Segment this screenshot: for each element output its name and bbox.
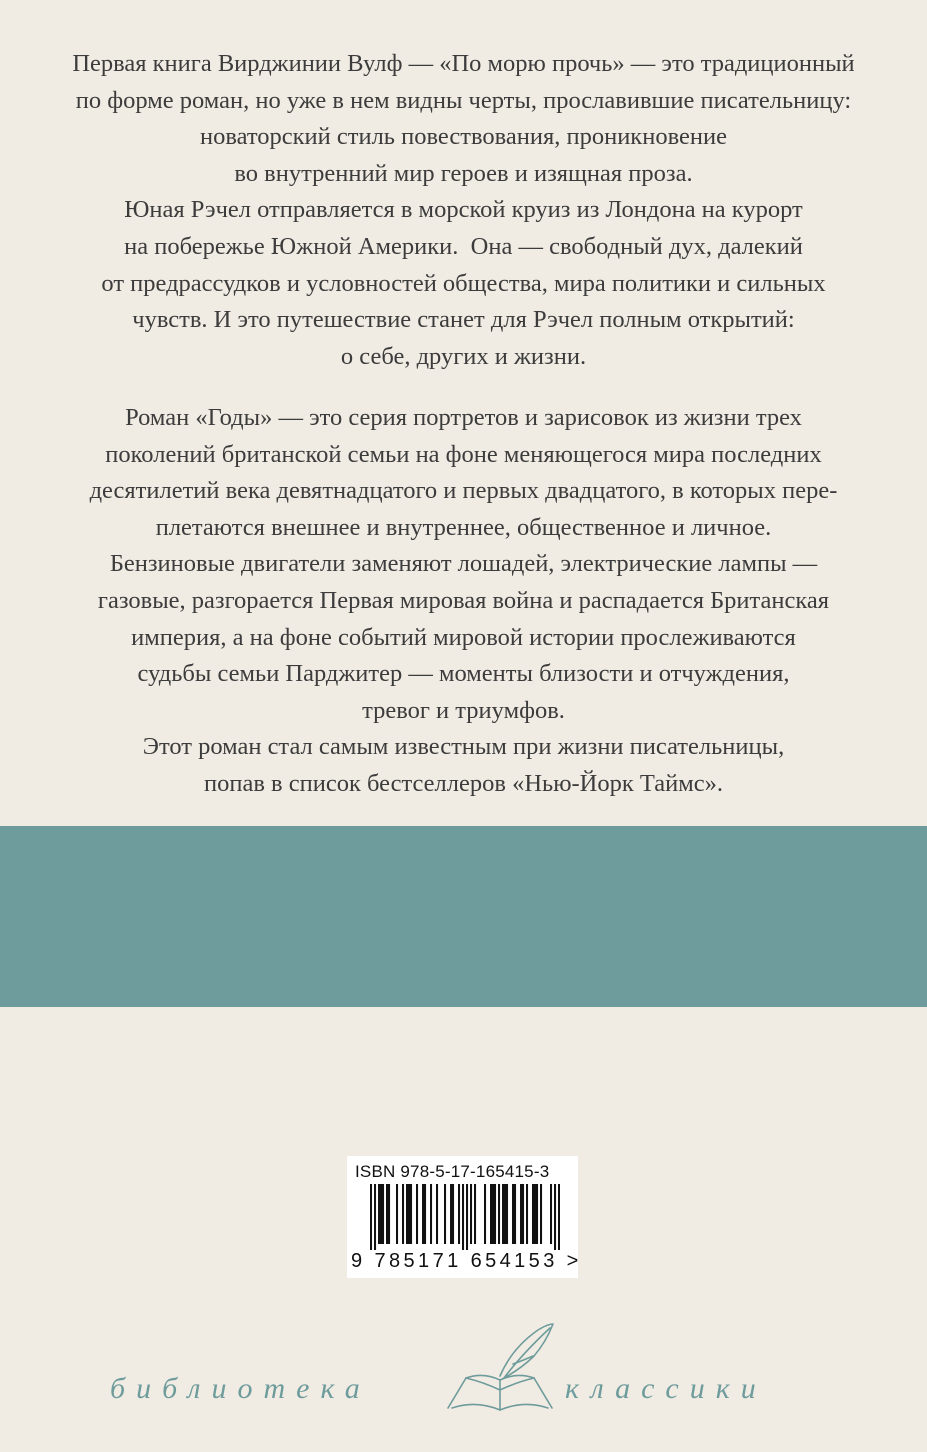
barcode-bar bbox=[444, 1184, 446, 1244]
isbn-label: ISBN 978-5-17-165415-3 bbox=[355, 1162, 550, 1181]
barcode-bar bbox=[474, 1184, 476, 1244]
annotation-paragraph-1 bbox=[30, 46, 897, 375]
text-line: тревог и триумфов. bbox=[362, 696, 565, 724]
barcode-bar bbox=[514, 1184, 516, 1244]
series-word-right: классики bbox=[565, 1372, 767, 1405]
barcode-bar bbox=[520, 1184, 522, 1244]
barcode-bar bbox=[452, 1184, 454, 1244]
barcode-bar bbox=[436, 1184, 438, 1244]
text-line: газовые, разгорается Первая мировая война и распадается Британская bbox=[97, 586, 830, 614]
text-line: от предрассудков и условностей общества, мира политики и сильных bbox=[101, 269, 826, 297]
barcode-bar bbox=[410, 1184, 412, 1244]
barcode-bar bbox=[498, 1184, 500, 1244]
series-word-left: библиотека bbox=[110, 1372, 371, 1405]
text-line: империя, а на фоне событий мировой истории прослеживаются bbox=[131, 623, 796, 651]
barcode-bar bbox=[382, 1184, 384, 1244]
barcode-bar bbox=[386, 1184, 388, 1244]
barcode-bar bbox=[388, 1184, 390, 1244]
barcode-bar bbox=[402, 1184, 404, 1244]
barcode-bar bbox=[526, 1184, 528, 1244]
barcode-bar bbox=[532, 1184, 534, 1244]
text-line: чувств. И это путешествие станет для Рэчел полным открытий: bbox=[132, 306, 795, 334]
barcode-bar bbox=[540, 1184, 542, 1244]
text-line: судьбы семьи Парджитер — моменты близости и отчуждения, bbox=[137, 660, 790, 688]
text-line: Первая книга Вирджинии Вулф — «По морю прочь» — это традиционный bbox=[72, 50, 855, 77]
open-book-quill-icon bbox=[438, 1320, 563, 1415]
barcode-bar bbox=[492, 1184, 494, 1244]
text-line: новаторский стиль повествования, проникновение bbox=[200, 123, 727, 151]
barcode-bar bbox=[396, 1184, 398, 1244]
barcode-bar bbox=[370, 1184, 372, 1250]
barcode-bar bbox=[378, 1184, 380, 1244]
text-line: десятилетий века девятнадцатого и первых двадцатого, в которых пере- bbox=[89, 477, 838, 505]
barcode-bar bbox=[504, 1184, 506, 1244]
barcode-bar bbox=[380, 1184, 382, 1244]
text-line: о себе, других и жизни. bbox=[340, 342, 587, 370]
barcode-bars bbox=[370, 1184, 560, 1250]
text-line: во внутренний мир героев и изящная проза. bbox=[234, 159, 693, 187]
text-line: попав в список бестселлеров «Нью-Йорк Таймс». bbox=[204, 769, 723, 797]
text-line: Роман «Годы» — это серия портретов и зарисовок из жизни трех bbox=[125, 404, 802, 431]
barcode-bar bbox=[554, 1184, 556, 1250]
text-line: на побережье Южной Америки. Она — свободный дух, далекий bbox=[124, 232, 803, 260]
annotation-paragraph-2 bbox=[30, 400, 897, 803]
barcode-bar bbox=[494, 1184, 496, 1244]
barcode-bar bbox=[506, 1184, 508, 1244]
barcode-bar bbox=[484, 1184, 486, 1244]
color-band bbox=[0, 826, 927, 1007]
ean-digits: 9 785171 654153 > bbox=[351, 1250, 582, 1272]
isbn-barcode bbox=[347, 1156, 582, 1278]
text-line: поколений британской семьи на фоне меняющегося мира последних bbox=[105, 440, 822, 468]
barcode-bar bbox=[374, 1184, 376, 1250]
text-line: Юная Рэчел отправляется в морской круиз из Лондона на курорт bbox=[124, 196, 803, 224]
barcode-bar bbox=[512, 1184, 514, 1244]
barcode-bar bbox=[502, 1184, 504, 1244]
barcode-bar bbox=[406, 1184, 408, 1244]
barcode-bar bbox=[430, 1184, 432, 1244]
barcode-bar bbox=[466, 1184, 468, 1250]
barcode-bar bbox=[458, 1184, 460, 1244]
text-line: по форме роман, но уже в нем видны черты, прославившие писательницу: bbox=[75, 86, 852, 114]
barcode-bar bbox=[424, 1184, 426, 1244]
barcode-bar bbox=[522, 1184, 524, 1244]
barcode-bar bbox=[422, 1184, 424, 1244]
text-line: Этот роман стал самым известным при жизни писательницы, bbox=[142, 733, 785, 761]
barcode-bar bbox=[550, 1184, 552, 1244]
series-footer bbox=[0, 1320, 927, 1420]
barcode-bar bbox=[470, 1184, 472, 1244]
barcode-bar bbox=[416, 1184, 418, 1244]
barcode-bar bbox=[558, 1184, 560, 1250]
barcode-bar bbox=[536, 1184, 538, 1244]
barcode-bar bbox=[534, 1184, 536, 1244]
text-line: Бензиновые двигатели заменяют лошадей, электрические лампы — bbox=[109, 550, 818, 578]
barcode-bar bbox=[490, 1184, 492, 1244]
barcode-bar bbox=[462, 1184, 464, 1250]
text-line: плетаются внешнее и внутреннее, общественное и личное. bbox=[155, 513, 772, 541]
barcode-bar bbox=[450, 1184, 452, 1244]
barcode-bar bbox=[408, 1184, 410, 1244]
